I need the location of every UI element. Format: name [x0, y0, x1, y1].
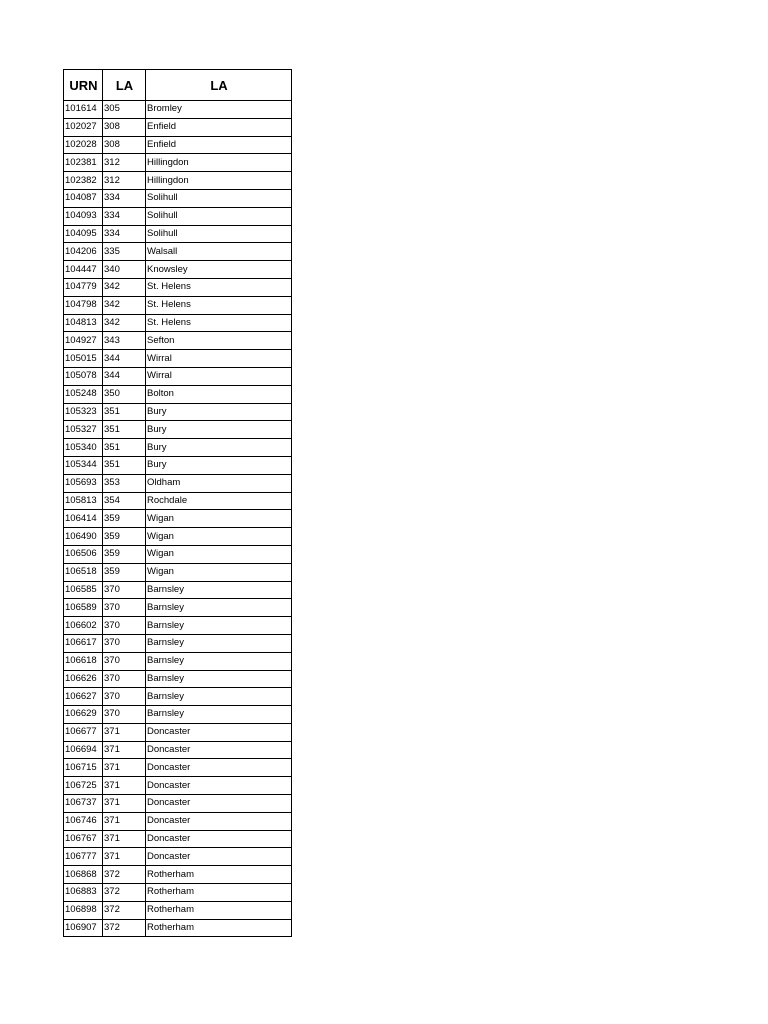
cell-la-code: 371 — [103, 777, 146, 795]
cell-urn: 106777 — [64, 848, 103, 866]
cell-la-name: Walsall — [146, 243, 292, 261]
cell-la-name: Enfield — [146, 136, 292, 154]
table-row — [64, 901, 292, 919]
cell-la-code: 371 — [103, 741, 146, 759]
cell-la-name: Doncaster — [146, 741, 292, 759]
cell-urn: 106694 — [64, 741, 103, 759]
cell-la-name: Barnsley — [146, 617, 292, 635]
cell-urn: 104779 — [64, 278, 103, 296]
cell-la-code: 351 — [103, 421, 146, 439]
cell-la-name: Doncaster — [146, 848, 292, 866]
table-row — [64, 492, 292, 510]
table-row — [64, 296, 292, 314]
cell-la-name: Doncaster — [146, 777, 292, 795]
cell-urn: 105015 — [64, 350, 103, 368]
table-row — [64, 617, 292, 635]
table-row — [64, 563, 292, 581]
cell-la-name: Barnsley — [146, 634, 292, 652]
cell-la-name: Bury — [146, 456, 292, 474]
table-row — [64, 741, 292, 759]
cell-la-code: 370 — [103, 617, 146, 635]
table-row — [64, 581, 292, 599]
cell-urn: 104206 — [64, 243, 103, 261]
cell-la-code: 371 — [103, 795, 146, 813]
table-row — [64, 652, 292, 670]
table-row — [64, 848, 292, 866]
table-row — [64, 545, 292, 563]
cell-la-code: 334 — [103, 225, 146, 243]
cell-la-code: 312 — [103, 172, 146, 190]
cell-urn: 106627 — [64, 688, 103, 706]
table-row — [64, 101, 292, 119]
table-row — [64, 243, 292, 261]
cell-la-code: 343 — [103, 332, 146, 350]
cell-urn: 106907 — [64, 919, 103, 937]
table-row — [64, 439, 292, 457]
cell-la-name: Bolton — [146, 385, 292, 403]
cell-urn: 104087 — [64, 189, 103, 207]
cell-la-name: Doncaster — [146, 759, 292, 777]
cell-la-code: 353 — [103, 474, 146, 492]
cell-urn: 106715 — [64, 759, 103, 777]
cell-la-code: 372 — [103, 901, 146, 919]
cell-la-name: Wigan — [146, 545, 292, 563]
cell-la-code: 371 — [103, 723, 146, 741]
cell-urn: 104447 — [64, 261, 103, 279]
cell-la-name: Wigan — [146, 510, 292, 528]
cell-la-code: 351 — [103, 403, 146, 421]
cell-la-code: 359 — [103, 563, 146, 581]
cell-la-code: 308 — [103, 136, 146, 154]
table-row — [64, 812, 292, 830]
cell-urn: 106602 — [64, 617, 103, 635]
cell-la-code: 342 — [103, 296, 146, 314]
cell-la-name: Bromley — [146, 101, 292, 119]
cell-la-name: Solihull — [146, 207, 292, 225]
table-row — [64, 919, 292, 937]
cell-la-name: St. Helens — [146, 278, 292, 296]
cell-la-code: 371 — [103, 848, 146, 866]
cell-la-code: 305 — [103, 101, 146, 119]
header-urn: URN — [64, 70, 103, 101]
table-row — [64, 723, 292, 741]
header-row — [64, 70, 292, 101]
cell-urn: 106767 — [64, 830, 103, 848]
cell-la-code: 371 — [103, 759, 146, 777]
cell-urn: 106883 — [64, 884, 103, 902]
table-row — [64, 225, 292, 243]
cell-la-name: Sefton — [146, 332, 292, 350]
table-body — [64, 101, 292, 937]
cell-la-code: 372 — [103, 919, 146, 937]
table-row — [64, 207, 292, 225]
cell-la-code: 351 — [103, 456, 146, 474]
cell-urn: 106868 — [64, 866, 103, 884]
cell-urn: 105323 — [64, 403, 103, 421]
cell-urn: 102381 — [64, 154, 103, 172]
cell-la-code: 370 — [103, 634, 146, 652]
data-table — [63, 69, 292, 937]
cell-urn: 104093 — [64, 207, 103, 225]
cell-urn: 106629 — [64, 706, 103, 724]
cell-la-code: 344 — [103, 367, 146, 385]
cell-urn: 104927 — [64, 332, 103, 350]
cell-la-code: 372 — [103, 866, 146, 884]
cell-la-code: 351 — [103, 439, 146, 457]
cell-urn: 105248 — [64, 385, 103, 403]
cell-urn: 105813 — [64, 492, 103, 510]
table-row — [64, 385, 292, 403]
header-la-code: LA — [103, 70, 146, 101]
cell-la-name: Wigan — [146, 528, 292, 546]
table-row — [64, 634, 292, 652]
table-row — [64, 403, 292, 421]
cell-la-name: Enfield — [146, 118, 292, 136]
table-row — [64, 759, 292, 777]
cell-la-name: Doncaster — [146, 812, 292, 830]
cell-la-code: 359 — [103, 545, 146, 563]
table-row — [64, 474, 292, 492]
cell-urn: 106725 — [64, 777, 103, 795]
cell-la-code: 312 — [103, 154, 146, 172]
cell-la-code: 359 — [103, 528, 146, 546]
cell-la-name: Barnsley — [146, 581, 292, 599]
cell-la-code: 370 — [103, 599, 146, 617]
cell-urn: 106677 — [64, 723, 103, 741]
cell-la-code: 342 — [103, 314, 146, 332]
cell-la-name: St. Helens — [146, 296, 292, 314]
table-row — [64, 830, 292, 848]
table-row — [64, 332, 292, 350]
table-row — [64, 154, 292, 172]
table-row — [64, 777, 292, 795]
cell-la-name: Doncaster — [146, 795, 292, 813]
table-row — [64, 528, 292, 546]
cell-la-name: Oldham — [146, 474, 292, 492]
cell-la-code: 308 — [103, 118, 146, 136]
cell-la-code: 372 — [103, 884, 146, 902]
cell-la-code: 342 — [103, 278, 146, 296]
cell-urn: 106737 — [64, 795, 103, 813]
cell-la-code: 359 — [103, 510, 146, 528]
table-row — [64, 314, 292, 332]
table-row — [64, 884, 292, 902]
header-la-name: LA — [146, 70, 292, 101]
table-row — [64, 706, 292, 724]
cell-la-name: Barnsley — [146, 670, 292, 688]
cell-la-name: Barnsley — [146, 652, 292, 670]
cell-la-code: 334 — [103, 189, 146, 207]
cell-la-name: Knowsley — [146, 261, 292, 279]
cell-la-name: Hillingdon — [146, 172, 292, 190]
cell-urn: 106618 — [64, 652, 103, 670]
table-row — [64, 421, 292, 439]
cell-la-name: Bury — [146, 439, 292, 457]
cell-la-code: 350 — [103, 385, 146, 403]
cell-urn: 106585 — [64, 581, 103, 599]
cell-la-name: Bury — [146, 421, 292, 439]
table-row — [64, 278, 292, 296]
cell-la-code: 370 — [103, 581, 146, 599]
cell-la-name: Rochdale — [146, 492, 292, 510]
cell-la-code: 370 — [103, 706, 146, 724]
cell-urn: 105344 — [64, 456, 103, 474]
cell-la-name: Hillingdon — [146, 154, 292, 172]
cell-urn: 105078 — [64, 367, 103, 385]
cell-urn: 102028 — [64, 136, 103, 154]
cell-urn: 102027 — [64, 118, 103, 136]
cell-urn: 106746 — [64, 812, 103, 830]
table-row — [64, 510, 292, 528]
table-row — [64, 688, 292, 706]
cell-la-name: Barnsley — [146, 706, 292, 724]
cell-urn: 106506 — [64, 545, 103, 563]
cell-urn: 106589 — [64, 599, 103, 617]
table-row — [64, 350, 292, 368]
table-row — [64, 189, 292, 207]
table-row — [64, 866, 292, 884]
cell-la-code: 340 — [103, 261, 146, 279]
cell-urn: 105327 — [64, 421, 103, 439]
cell-la-name: Rotherham — [146, 901, 292, 919]
cell-la-name: Rotherham — [146, 919, 292, 937]
cell-urn: 104798 — [64, 296, 103, 314]
table-row — [64, 456, 292, 474]
cell-urn: 106518 — [64, 563, 103, 581]
cell-la-name: Wigan — [146, 563, 292, 581]
cell-la-code: 371 — [103, 830, 146, 848]
table-row — [64, 118, 292, 136]
cell-la-code: 334 — [103, 207, 146, 225]
cell-la-name: Barnsley — [146, 599, 292, 617]
cell-la-name: Solihull — [146, 225, 292, 243]
cell-la-name: Bury — [146, 403, 292, 421]
cell-la-name: Doncaster — [146, 830, 292, 848]
cell-la-code: 335 — [103, 243, 146, 261]
cell-la-name: Rotherham — [146, 884, 292, 902]
table-row — [64, 670, 292, 688]
cell-la-name: Rotherham — [146, 866, 292, 884]
cell-la-name: St. Helens — [146, 314, 292, 332]
table-row — [64, 367, 292, 385]
cell-urn: 102382 — [64, 172, 103, 190]
cell-la-code: 370 — [103, 652, 146, 670]
cell-urn: 101614 — [64, 101, 103, 119]
cell-urn: 106490 — [64, 528, 103, 546]
table-row — [64, 136, 292, 154]
table-row — [64, 795, 292, 813]
table-row — [64, 172, 292, 190]
cell-la-code: 344 — [103, 350, 146, 368]
cell-la-code: 354 — [103, 492, 146, 510]
cell-urn: 105340 — [64, 439, 103, 457]
table-row — [64, 261, 292, 279]
cell-urn: 106617 — [64, 634, 103, 652]
cell-la-name: Wirral — [146, 350, 292, 368]
cell-la-name: Doncaster — [146, 723, 292, 741]
cell-la-name: Wirral — [146, 367, 292, 385]
cell-la-code: 370 — [103, 670, 146, 688]
cell-urn: 106626 — [64, 670, 103, 688]
cell-la-name: Solihull — [146, 189, 292, 207]
cell-la-name: Barnsley — [146, 688, 292, 706]
cell-la-code: 371 — [103, 812, 146, 830]
cell-la-code: 370 — [103, 688, 146, 706]
cell-urn: 105693 — [64, 474, 103, 492]
cell-urn: 104813 — [64, 314, 103, 332]
cell-urn: 106898 — [64, 901, 103, 919]
cell-urn: 104095 — [64, 225, 103, 243]
cell-urn: 106414 — [64, 510, 103, 528]
table-row — [64, 599, 292, 617]
